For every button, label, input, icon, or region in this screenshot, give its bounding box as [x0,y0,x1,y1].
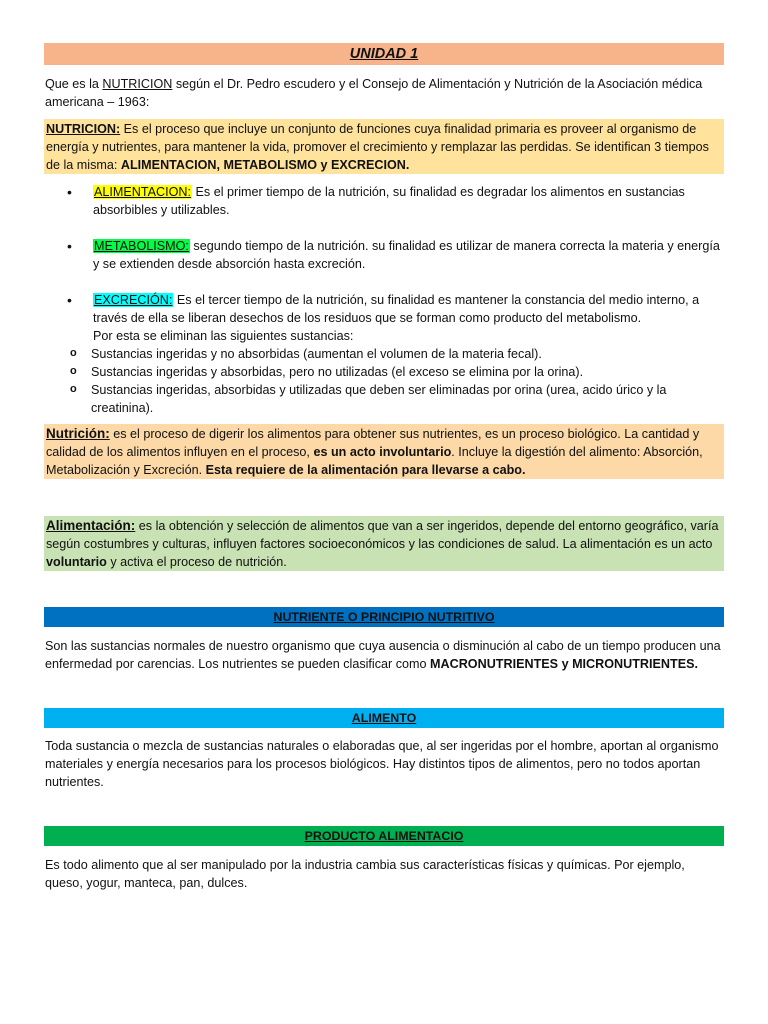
nutricion-def-text2: . Incluye la digestión del alimento: Absorción, Metabolización y Excreción. [46,445,703,477]
nutricion-def-term: Nutrición: [46,426,110,441]
section-body-nutriente [45,637,725,673]
title-bar [44,43,724,65]
tiempo-text: segundo tiempo de la nutrición. su finalidad es utilizar de manera correcta la materia y energía y se extienden desde absorción hasta excreción. [93,239,720,271]
alimentacion-def-term: Alimentación: [46,518,136,533]
nutricion-def-text1: es el proceso de digerir los alimentos para obtener sus nutrientes, es un proceso biológico. La cantidad y calidad de los alimentos influyen en el proceso, [46,427,700,459]
nutricion-term: NUTRICION: [46,122,121,136]
intro-paragraph [45,75,725,111]
list-item [45,291,725,417]
tiempo-text: Es el tercer tiempo de la nutrición, su finalidad es mantener la constancia del medio interno, a través de ella se liberan desechos de los residuos que se forman como producto del metabolismo. [93,293,700,325]
alimentacion-def-box [44,516,724,571]
nutricion-def-box [44,424,724,479]
alimentacion-def-text2: y activa el proceso de nutrición. [106,555,287,569]
section-bold: MACRONUTRIENTES y MICRONUTRIENTES. [430,657,699,671]
section-text: Toda sustancia o mezcla de sustancias naturales o elaboradas que, al ser ingeridas por el hombre, aportan al organismo materiales y energía necesarios para los procesos biológicos. Hay distintos tipos de alimentos, pero no todos aportan nutrientes. [45,739,719,789]
list-item [45,183,725,219]
nutricion-text: Es el proceso que incluye un conjunto de funciones cuya finalidad primaria es proveer al organismo de energía y nutrientes, para mantener la vida, promover el crecimiento y remplazar las perdidas. Se identifican 3 tiempos de la misma: [46,122,709,172]
alimentacion-def-bold1: voluntario [46,555,107,569]
list-item [45,237,725,273]
nutricion-box [44,119,724,174]
section-body-producto [45,856,725,892]
section-body-alimento [45,737,725,791]
term-alimentacion: ALIMENTACION: [94,185,192,199]
list-item: o Sustancias ingeridas y no absorbidas (aumentan el volumen de la materia fecal). [45,345,725,363]
nutricion-def-bold1: es un acto involuntario [313,445,452,459]
page-title: UNIDAD 1 [349,46,419,62]
tiempos-list [45,183,725,417]
section-heading-producto: PRODUCTO ALIMENTACIO [44,826,724,846]
list-item: o Sustancias ingeridas, absorbidas y utilizadas que deben ser eliminadas por orina (urea, acido úrico y la creatinina). [45,381,725,417]
section-heading-alimento: ALIMENTO [44,708,724,728]
tiempo-text: Es el primer tiempo de la nutrición, su finalidad es degradar los alimentos en sustancias absorbibles y utilizables. [93,185,685,217]
intro-prefix: Que es la [45,77,103,91]
term-metabolismo: METABOLISMO: [94,239,189,253]
section-text: Son las sustancias normales de nuestro organismo que cuya ausencia o disminución al cabo de un tiempo producen una enfermedad por carencias. Los nutrientes se pueden clasificar como [45,639,721,671]
section-heading-nutriente: NUTRIENTE O PRINCIPIO NUTRITIVO [44,607,724,627]
nutricion-bold-tail: ALIMENTACION, METABOLISMO y EXCRECION. [120,158,410,172]
alimentacion-def-text1: es la obtención y selección de alimentos que van a ser ingeridos, depende del entorno geográfico, varía según costumbres y culturas, influyen factores socioeconómicos y las condiciones de salud. La alimentación es un acto [46,519,719,551]
term-excrecion: EXCRECIÓN: [94,293,173,307]
excrecion-note: Por esta se eliminan las siguientes sustancias: [93,329,354,343]
nutricion-def-bold2: Esta requiere de la alimentación para llevarse a cabo. [205,463,526,477]
list-item: o Sustancias ingeridas y absorbidas, pero no utilizadas (el exceso se elimina por la orina). [45,363,725,381]
section-text: Es todo alimento que al ser manipulado por la industria cambia sus características físicas y químicas. Por ejemplo, queso, yogur, manteca, pan, dulces. [45,858,685,890]
intro-keyword: NUTRICION [102,77,173,91]
intro-rest: según el Dr. Pedro escudero y el Consejo de Alimentación y Nutrición de la Asociación médica americana – 1963: [45,77,703,109]
